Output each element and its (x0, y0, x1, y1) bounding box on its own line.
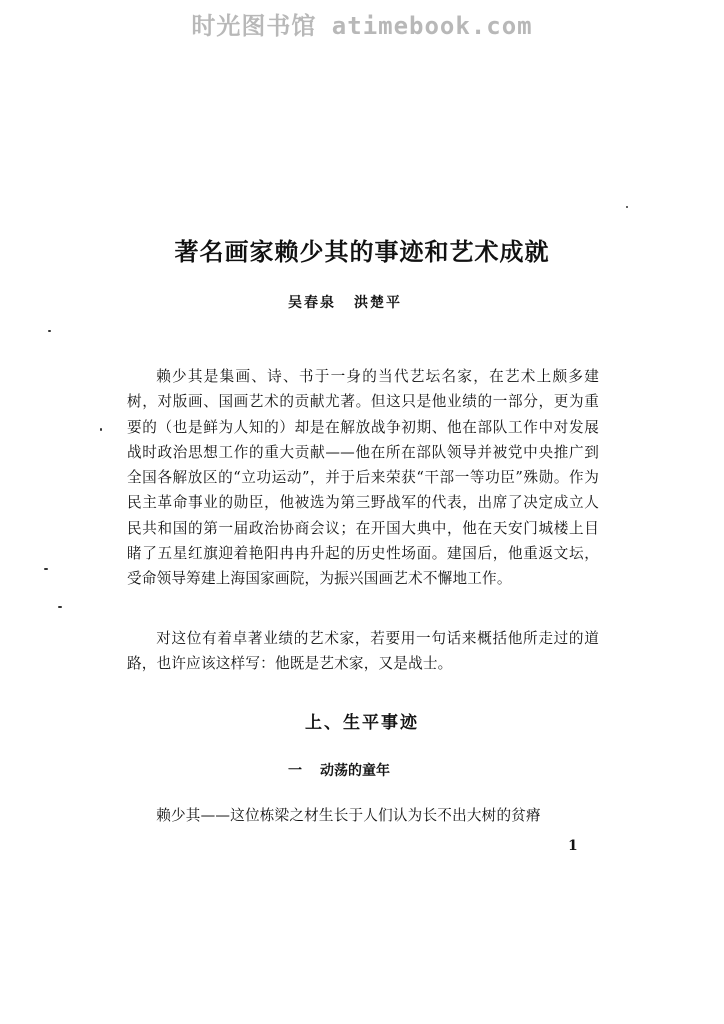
page-number: 1 (568, 838, 578, 854)
author-name: 吴春泉 (288, 295, 336, 311)
article-title: 著名画家赖少其的事迹和艺术成就 (174, 238, 550, 266)
authors (288, 292, 402, 312)
subsection-title: 动荡的童年 (320, 763, 390, 779)
section-heading: 上、生平事迹 (305, 713, 419, 733)
scan-speck (58, 606, 62, 608)
watermark: 时光图书馆 atimebook.com (191, 12, 533, 40)
body-paragraph: 赖少其——这位栋梁之材生长于人们认为长不出大树的贫瘠 (156, 807, 541, 824)
scan-speck (44, 568, 48, 570)
scan-speck (626, 206, 628, 208)
author-name: 洪楚平 (354, 295, 402, 311)
body-paragraph: 赖少其是集画、诗、书于一身的当代艺坛名家，在艺术上颇多建树，对版画、国画艺术的贡献尤著。但这只是他业绩的一部分，更为重要的（也是鲜为人知的）却是在解放战争初期、他在部队工作中对发展战时政治思想工作的重大贡献——他在所在部队领导并被党中央推广到全国各解放区的“立功运动”，并于后来荣获“干部一等功臣”殊勋。作为民主革命事业的勋臣，他被选为第三野战军的代表，出席了决定成立人民共和国的第一届政治协商会议；在开国大典中，他在天安门城楼上目睹了五星红旗迎着艳阳冉冉升起的历史性场面。建国后，他重返文坛，受命领导筹建上海国家画院，为振兴国画艺术不懈地工作。 (127, 368, 599, 588)
subsection-number: 一 (288, 763, 302, 779)
subsection-heading (288, 760, 390, 780)
scan-speck (100, 428, 102, 431)
body-paragraph: 对这位有着卓著业绩的艺术家，若要用一句话来概括他所走过的道路，也许应该这样写：他既是艺术家，又是战士。 (127, 630, 599, 673)
scan-speck (48, 330, 51, 332)
